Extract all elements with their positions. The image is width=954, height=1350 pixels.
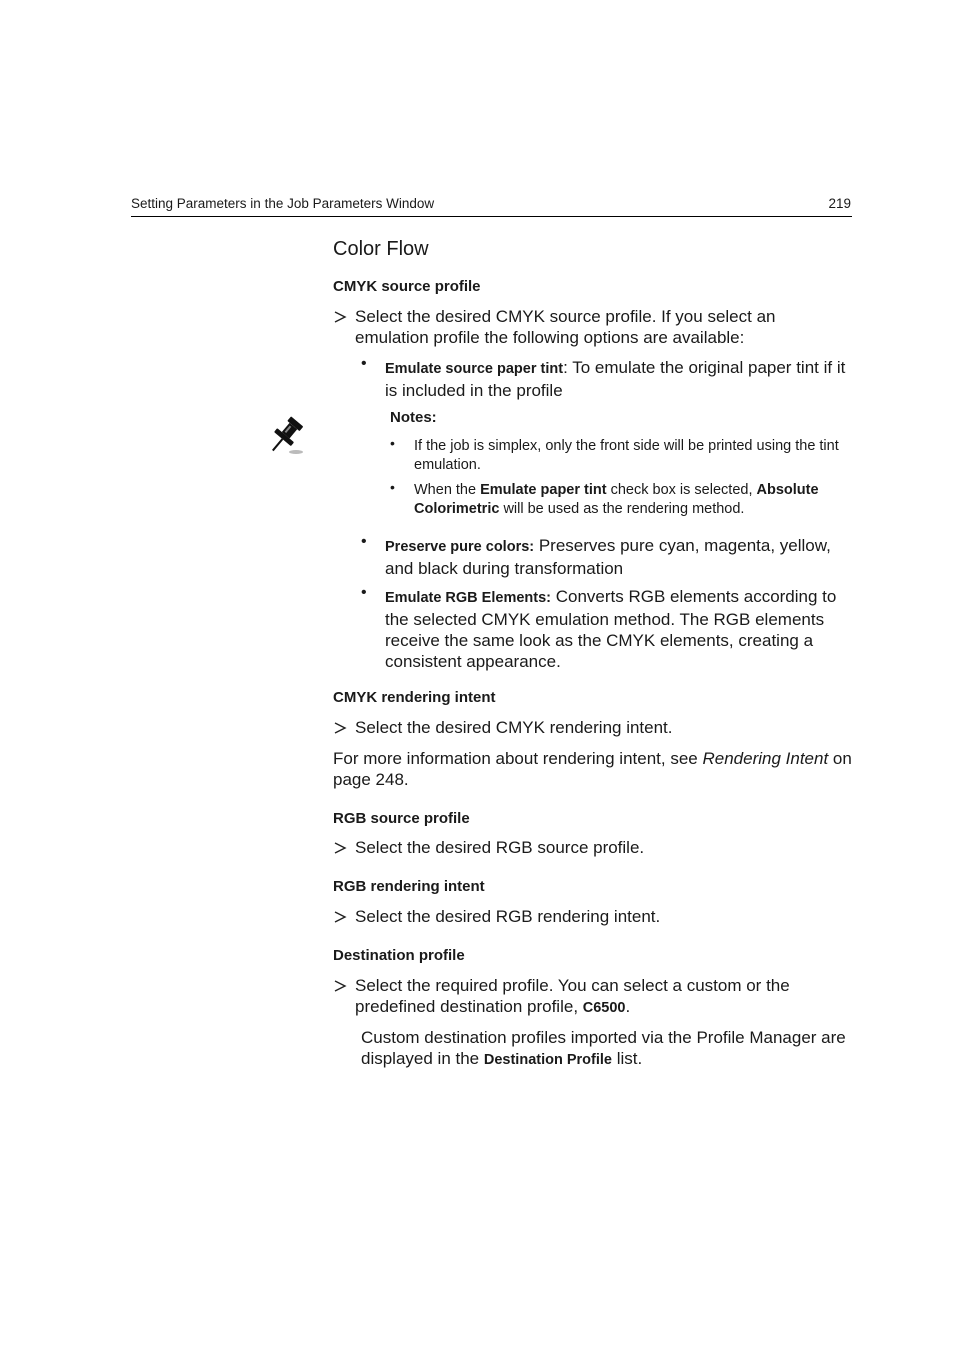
arrowhead-icon	[333, 910, 347, 924]
step-text: Select the desired CMYK source profile. If you select an emulation profile the following options are available:	[355, 307, 776, 347]
running-header	[131, 194, 852, 217]
bullet-text: : To emulate the original paper tint if it is included in the profile	[385, 358, 846, 400]
note-text: If the job is simplex, only the front side will be printed using the tint emulation.	[414, 438, 839, 473]
section-title: Color Flow	[333, 238, 429, 260]
ui-label-absolute-colorimetric: Absolute Colorimetric	[414, 482, 819, 517]
profile-name-c6500: C6500	[582, 1000, 626, 1016]
subhead-destination: Destination profile	[333, 947, 465, 964]
arrowhead-icon	[333, 841, 347, 855]
notes-title: Notes:	[390, 409, 437, 426]
subhead-rgb-intent: RGB rendering intent	[333, 878, 485, 895]
step-text: Select the required profile. You can select a custom or the predefined destination profile,	[355, 976, 790, 1016]
paragraph-text: Custom destination profiles imported via the Profile Manager are displayed in the	[361, 1028, 846, 1068]
paragraph-text: list.	[611, 1049, 643, 1068]
bullet-text: Preserves pure cyan, magenta, yellow, and black during transformation	[385, 536, 831, 578]
bullet-preserve-pure-colors: • Preserve pure colors: Preserves pure cyan, magenta, yellow, and black during transformation	[361, 533, 831, 578]
arrowhead-icon	[333, 721, 347, 735]
step-rgb-intent	[333, 906, 853, 927]
info-text: on page 248.	[333, 749, 852, 789]
arrowhead-icon	[333, 979, 347, 993]
bullet-label: Emulate source paper tint	[385, 361, 564, 377]
note-item: • When the Emulate paper tint check box is selected, Absolute Colorimetric will be used as the rendering method.	[390, 479, 819, 517]
step-cmyk-source	[333, 306, 853, 348]
info-paragraph	[333, 748, 853, 790]
step-text: .	[625, 997, 631, 1016]
cross-reference-link[interactable]: Rendering Intent	[702, 749, 829, 768]
custom-profiles-paragraph	[361, 1027, 853, 1071]
pushpin-icon	[262, 414, 308, 458]
step-text: Select the desired RGB rendering intent.	[355, 907, 661, 926]
note-text: will be used as the rendering method.	[499, 500, 745, 517]
step-text: Select the desired RGB source profile.	[355, 838, 645, 857]
note-text: check box is selected,	[606, 482, 757, 498]
bullet-label: Emulate RGB Elements:	[385, 590, 551, 606]
ui-label-emulate-paper-tint: Emulate paper tint	[480, 482, 607, 498]
subhead-cmyk-source: CMYK source profile	[333, 278, 481, 295]
bullet-label: Preserve pure colors:	[385, 539, 535, 555]
arrowhead-icon	[333, 310, 347, 324]
bullet-text: Converts RGB elements according to the selected CMYK emulation method. The RGB elements receive the same look as the CMYK elements, creating a consistent appearance.	[385, 587, 837, 671]
subhead-rgb-source: RGB source profile	[333, 810, 470, 827]
subhead-cmyk-intent: CMYK rendering intent	[333, 689, 496, 706]
step-text: Select the desired CMYK rendering intent.	[355, 718, 673, 737]
info-text: For more information about rendering intent, see	[333, 749, 703, 768]
note-text: When the	[414, 482, 481, 498]
ui-label-destination-profile: Destination Profile	[483, 1052, 612, 1068]
step-destination	[333, 975, 853, 1019]
step-cmyk-intent	[333, 717, 853, 738]
running-header-title: Setting Parameters in the Job Parameters Window	[131, 196, 435, 211]
bullet-emulate-rgb-elements: • Emulate RGB Elements: Converts RGB elements according to the selected CMYK emulation method. The RGB elements receive the same look as the CMYK elements, creating a consistent appearance.	[361, 584, 837, 671]
note-item: • If the job is simplex, only the front side will be printed using the tint emulation.	[390, 437, 853, 474]
step-rgb-source	[333, 837, 853, 858]
bullet-emulate-paper-tint: • Emulate source paper tint: To emulate the original paper tint if it is included in the profile	[361, 355, 846, 400]
page-number: 219	[828, 196, 851, 211]
